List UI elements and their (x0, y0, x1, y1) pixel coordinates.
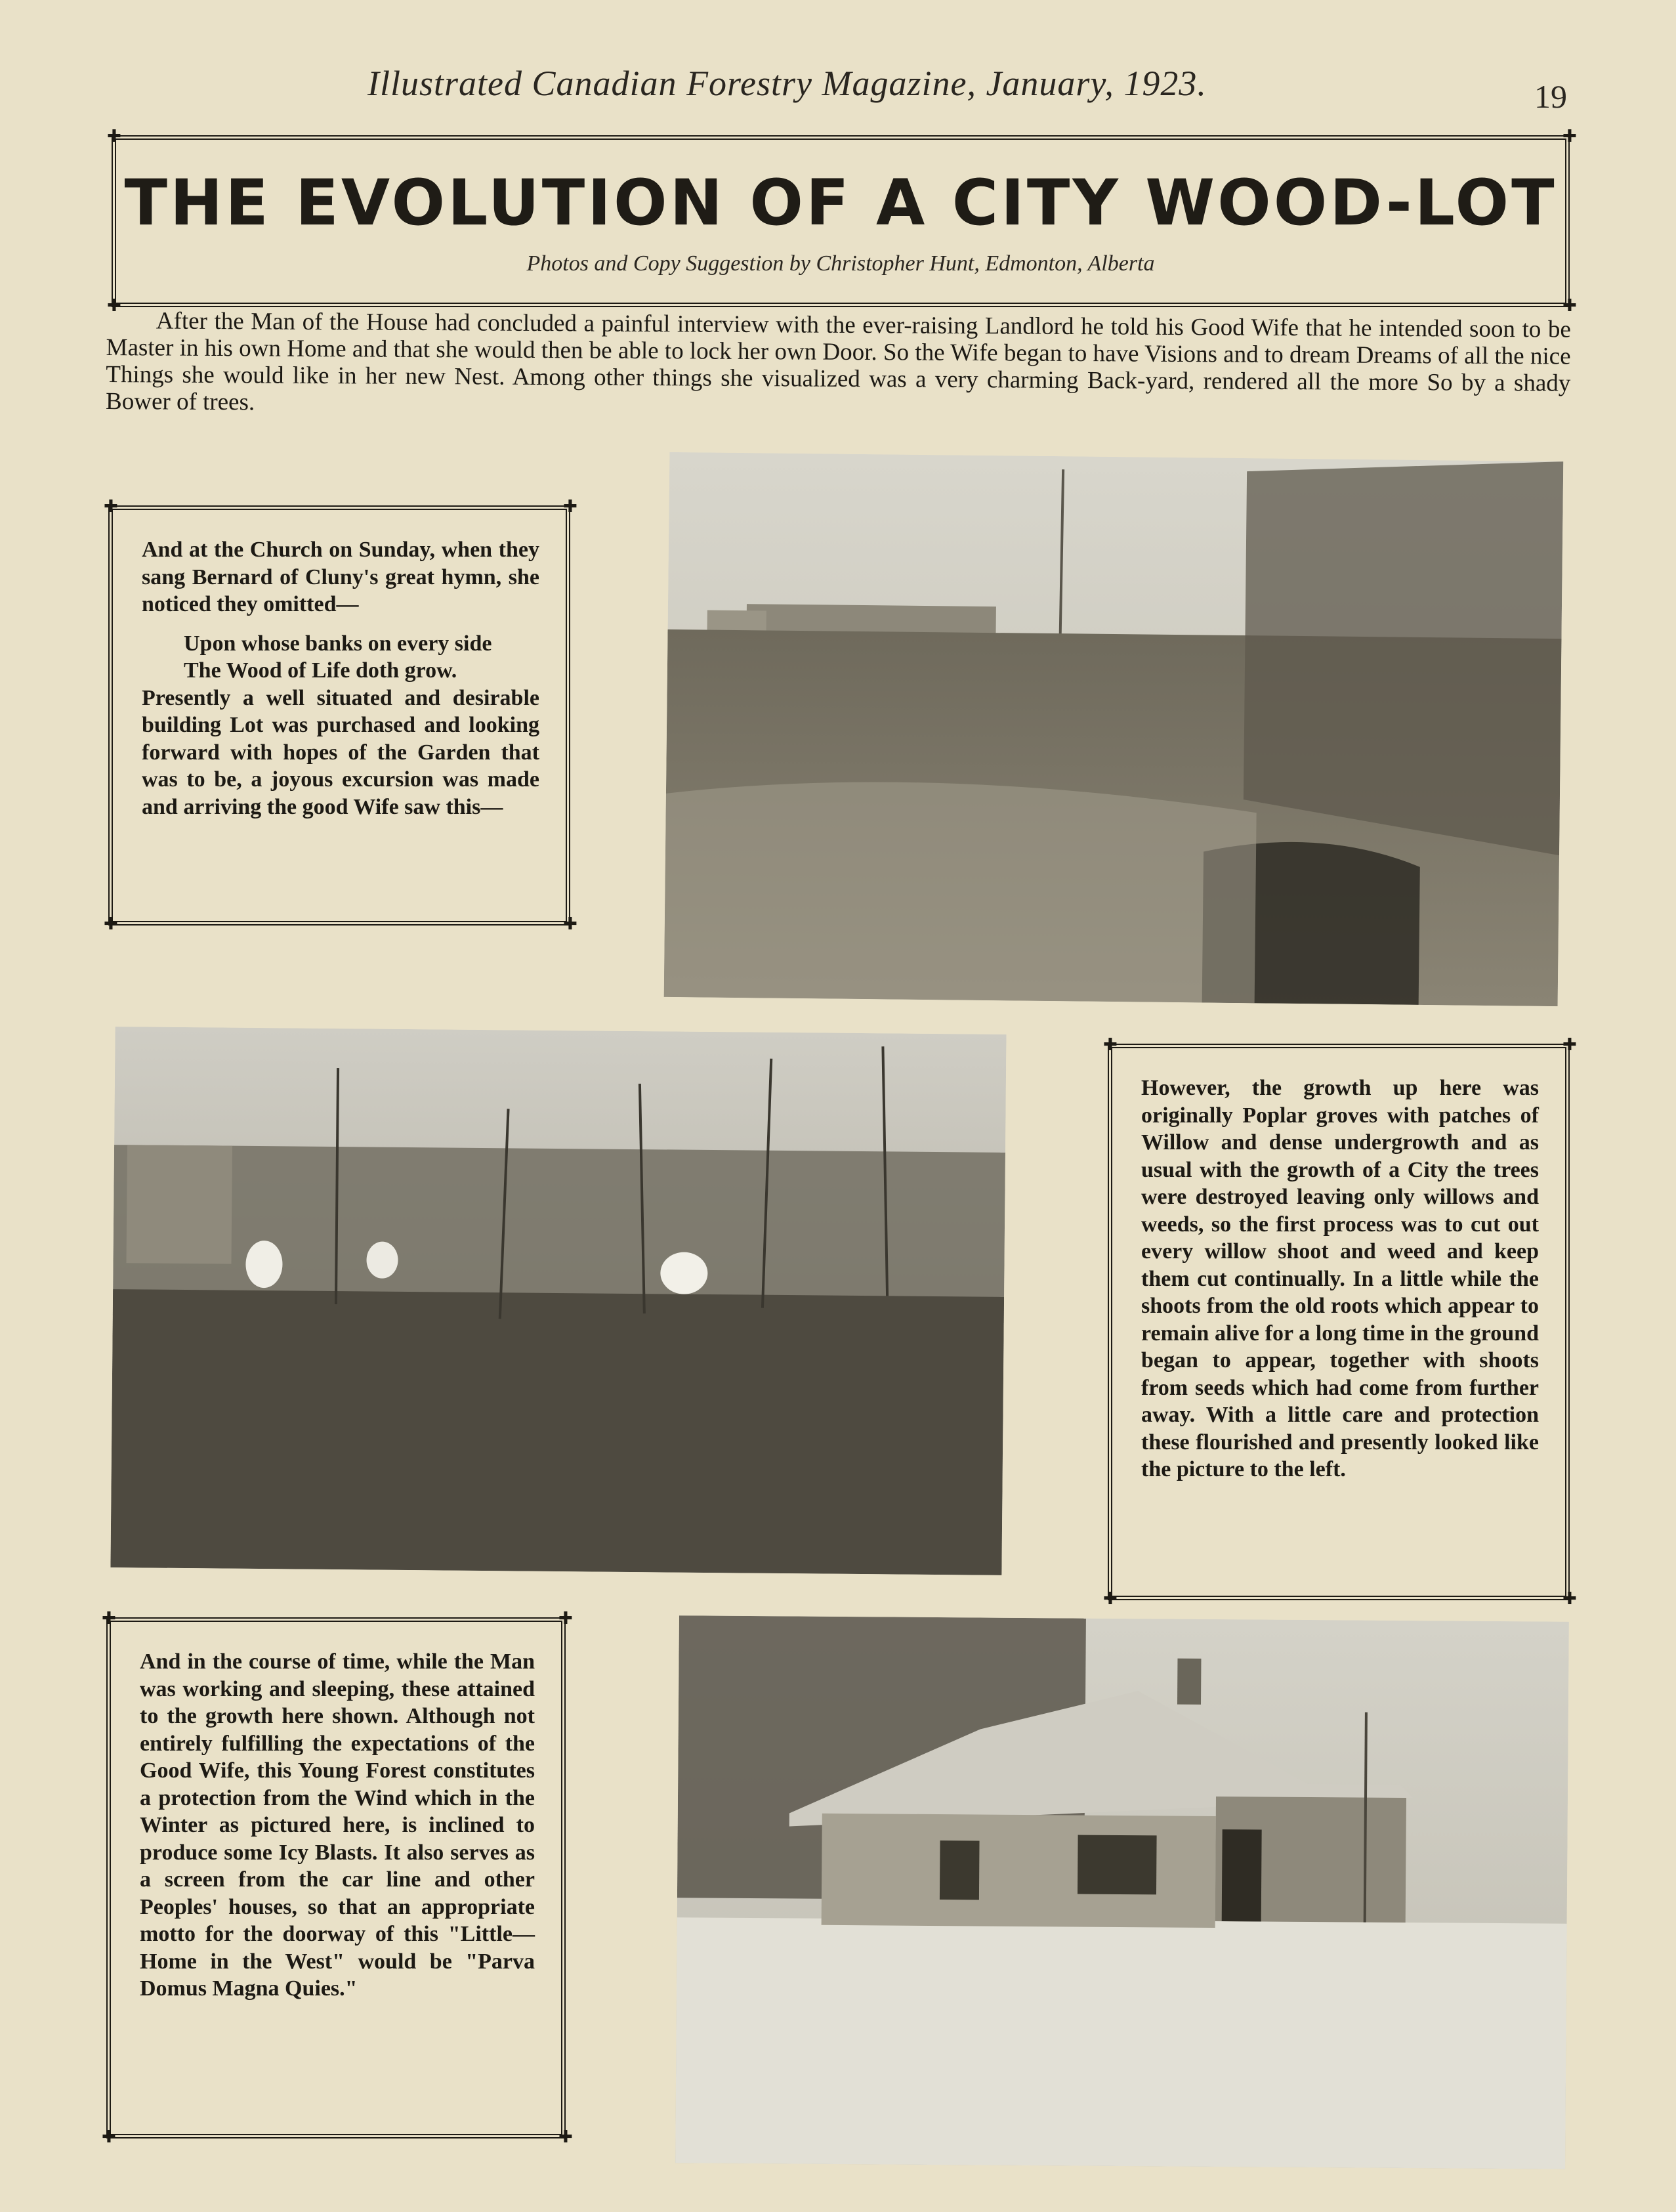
intro-paragraph: After the Man of the House had concluded a painful interview with the ever-raising Landlord he told his Good Wife that he intended soon to be Master in his own Home and that she would then be able to lock her own Door. So the Wife began to have Visions and to dream Dreams of all the nice Things she would like in her new Nest. Among other things she visualized was a very charming Back-yard, rendered all the more So by a shady Bower of trees. (105, 307, 1571, 416)
corner-ornament-icon: ✚ (558, 1609, 573, 1628)
lot-paragraph: Presently a well situated and desirable building Lot was purchased and looking forward with hopes of the Garden that was to be, a joyous excursion was made and arriving the good Wife saw this— (142, 685, 539, 819)
corner-ornament-icon: ✚ (104, 497, 118, 517)
corner-ornament-icon: ✚ (563, 497, 577, 517)
corner-ornament-icon: ✚ (1562, 1589, 1577, 1609)
corner-ornament-icon: ✚ (1562, 127, 1577, 146)
corner-ornament-icon: ✚ (104, 914, 118, 934)
corner-ornament-icon: ✚ (1103, 1035, 1118, 1055)
corner-ornament-icon: ✚ (1562, 1035, 1577, 1055)
photo-house-winter (675, 1615, 1569, 2169)
title-box (107, 127, 1577, 316)
article-title: THE EVOLUTION OF A CITY WOOD-LOT (124, 166, 1557, 240)
corner-ornament-icon: ✚ (1562, 296, 1577, 316)
hymn-verse-line: Upon whose banks on every side (184, 631, 492, 656)
running-head: Illustrated Canadian Forestry Magazine, January, 1923. (367, 64, 1207, 103)
corner-ornament-icon: ✚ (563, 914, 577, 934)
forest-text-box (102, 1609, 573, 2147)
growth-text-box (1103, 1035, 1577, 1609)
corner-ornament-icon: ✚ (558, 2127, 573, 2147)
photo-empty-lot (664, 452, 1564, 1006)
article-byline: Photos and Copy Suggestion by Christopher Hunt, Edmonton, Alberta (526, 251, 1155, 276)
corner-ornament-icon: ✚ (1103, 1589, 1118, 1609)
hymn-verse-line: The Wood of Life doth grow. (184, 658, 457, 683)
corner-ornament-icon: ✚ (102, 2127, 116, 2147)
corner-ornament-icon: ✚ (107, 296, 121, 316)
corner-ornament-icon: ✚ (107, 127, 121, 146)
church-paragraph: And at the Church on Sunday, when they sang Bernard of Cluny's great hymn, she noticed they omitted— (142, 538, 539, 616)
page-number: 19 (1534, 78, 1567, 115)
growth-paragraph: However, the growth up here was originally Poplar groves with patches of Willow and dense undergrowth and as usual with the growth of a City the trees were destroyed leaving only willows and weeds, so the first process was to cut out every willow shoot and weed and keep them cut continually. In a little while the shoots from the old roots which appear to remain alive for a long time in the ground began to appear, together with shoots from seeds which had come from further away. With a little care and protection these flourished and presently looked like the picture to the left. (1141, 1076, 1539, 1481)
corner-ornament-icon: ✚ (102, 1609, 116, 1628)
photo-willow-shoots (110, 1027, 1006, 1575)
church-text-box (104, 497, 577, 934)
forest-paragraph: And in the course of time, while the Man was working and sleeping, these attained to the growth here shown. Although not entirely fulfilling the expectations of the Good Wife, this Young Forest constitutes a protection from the Wind which in the Winter as pictured here, is inclined to produce some Icy Blasts. It also serves as a screen from the car line and other Peoples' houses, so that an appropriate motto for the doorway of this "Little—Home in the West" would be "Parva Domus Magna Quies." (140, 1649, 535, 2001)
